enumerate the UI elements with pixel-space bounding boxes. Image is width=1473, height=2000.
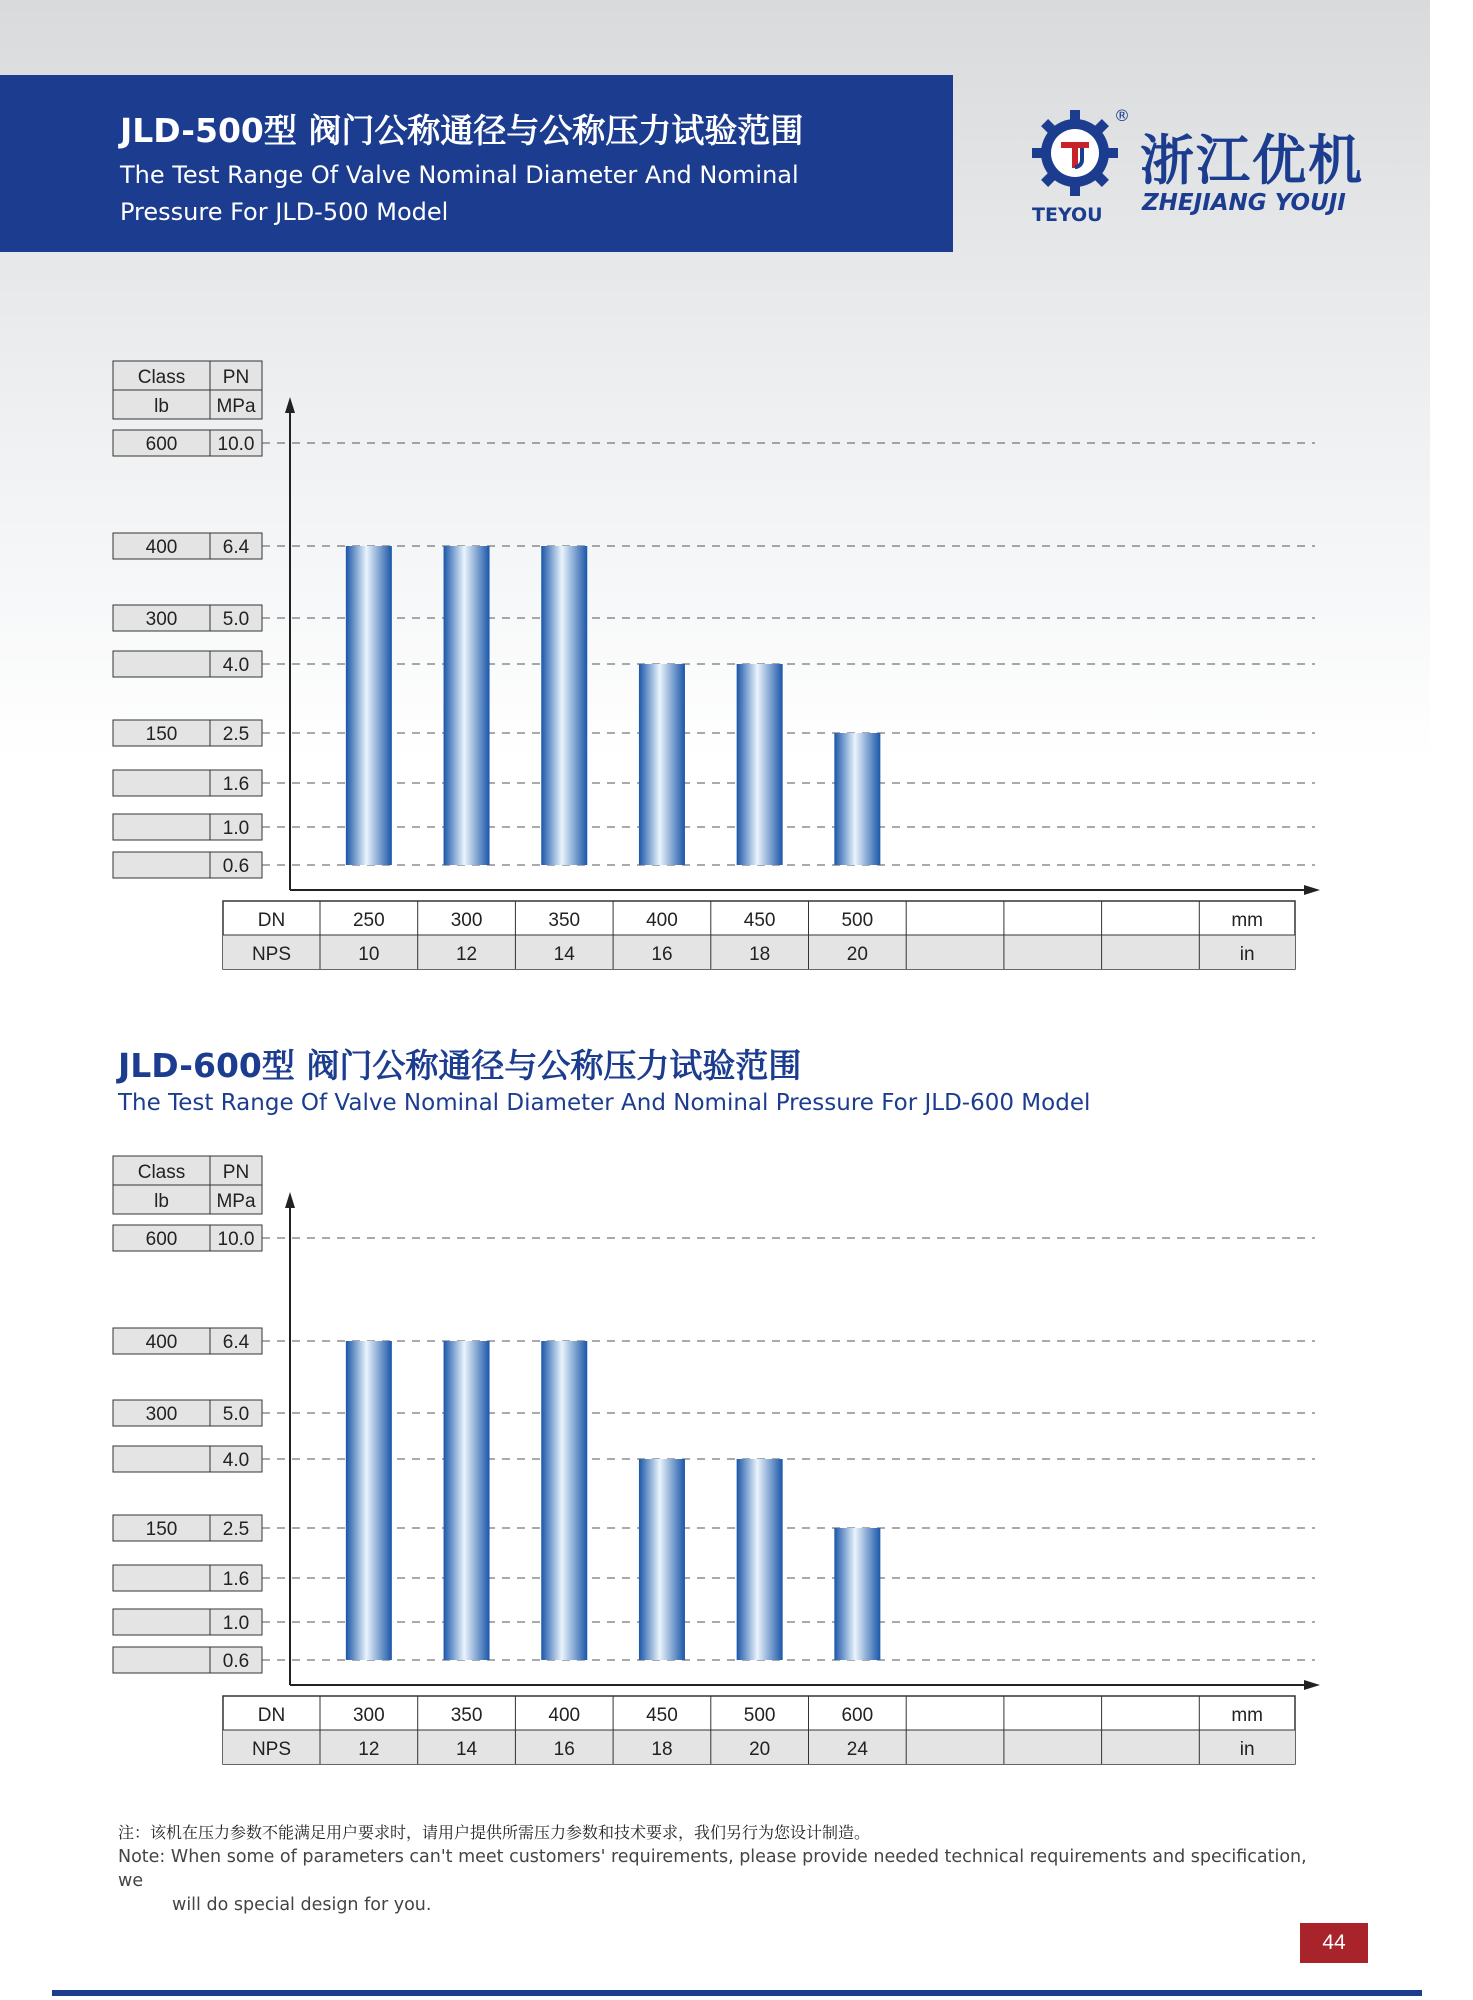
y-level-mpa-label: 2.5 <box>222 1519 250 1540</box>
x-tick-dn: 400 <box>548 1705 581 1726</box>
note-en-line1: Note: When some of parameters can't meet customers' requirements, please provide needed technical requirements and specification, we <box>118 1847 1307 1891</box>
y-level-mpa-label: 0.6 <box>222 1651 250 1672</box>
x-tick-nps: 10 <box>358 944 380 965</box>
bar <box>834 1528 880 1660</box>
y-level-mpa-label: 4.0 <box>222 655 250 676</box>
x-tick-nps: 14 <box>455 1739 478 1760</box>
x-tick-nps: 24 <box>846 1739 868 1760</box>
logo-brand: TEYOU <box>1032 204 1103 226</box>
logo-name-cn: 浙江优机 <box>1140 129 1364 192</box>
page-number: 44 <box>1300 1923 1368 1963</box>
y-level-mpa-label: 1.0 <box>222 818 250 839</box>
y-header-lb: lb <box>154 1191 169 1212</box>
y-level-mpa-label: 5.0 <box>222 609 250 630</box>
x-table-dn-label: DN <box>257 1705 286 1726</box>
y-level-mpa-label: 6.4 <box>222 537 250 558</box>
y-header-mpa: MPa <box>216 1191 256 1212</box>
page-title-en <box>120 157 840 231</box>
x-tick-dn: 350 <box>548 910 581 931</box>
x-tick-nps: 20 <box>846 944 868 965</box>
x-tick-dn: 450 <box>646 1705 678 1726</box>
y-header-class: Class <box>137 367 186 388</box>
x-tick-nps: 14 <box>553 944 575 965</box>
x-tick-dn: 500 <box>743 1705 776 1726</box>
page-title-en-line2: Pressure For JLD-500 Model <box>120 198 449 226</box>
bar <box>444 1341 490 1660</box>
y-axis-arrow <box>285 397 295 413</box>
y-level-mpa-label: 1.0 <box>222 1613 250 1634</box>
y-header-pn: PN <box>222 1162 250 1183</box>
y-header-pn: PN <box>222 367 250 388</box>
y-level-mpa-label: 10.0 <box>217 434 255 455</box>
x-tick-dn: 600 <box>841 1705 874 1726</box>
y-header-class: Class <box>137 1162 186 1183</box>
y-level-class-label: 600 <box>145 434 178 455</box>
header-banner <box>0 75 953 252</box>
y-level-mpa-label: 10.0 <box>217 1229 255 1250</box>
x-tick-nps: 18 <box>749 944 771 965</box>
footer-line <box>52 1990 1422 1996</box>
bar <box>737 1459 783 1660</box>
y-level-class-label: 400 <box>145 1332 178 1353</box>
bar <box>639 664 685 865</box>
x-tick-dn: 300 <box>352 1705 385 1726</box>
y-level-class-label: 150 <box>145 1519 178 1540</box>
x-table-nps-unit: in <box>1239 1739 1255 1760</box>
chart-jld-600 <box>0 1150 1473 1770</box>
bar <box>346 1341 392 1660</box>
y-level-class-label: 300 <box>145 1404 178 1425</box>
chart-jld-500 <box>0 355 1473 975</box>
x-tick-dn: 400 <box>646 910 678 931</box>
page-title-cn: JLD-500型 阀门公称通径与公称压力试验范围 <box>120 111 804 150</box>
bar <box>834 733 880 865</box>
y-level-mpa-label: 5.0 <box>222 1404 250 1425</box>
x-tick-nps: 18 <box>651 1739 673 1760</box>
section2-title-en: The Test Range Of Valve Nominal Diameter And Nominal Pressure For JLD-600 Model <box>118 1090 1091 1116</box>
y-level-mpa-label: 0.6 <box>222 856 250 877</box>
x-table-dn-label: DN <box>257 910 286 931</box>
y-level-mpa-label: 4.0 <box>222 1450 250 1471</box>
bar <box>541 1341 587 1660</box>
bar <box>639 1459 685 1660</box>
note-en-line2: will do special design for you. <box>172 1895 432 1915</box>
x-table-nps-unit: in <box>1239 944 1255 965</box>
y-level-class-label: 150 <box>145 724 178 745</box>
x-tick-nps: 12 <box>455 944 478 965</box>
y-level-class-label: 300 <box>145 609 178 630</box>
y-level-class-label: 400 <box>145 537 178 558</box>
y-level-class-label: 600 <box>145 1229 178 1250</box>
x-table-dn-unit: mm <box>1231 910 1263 931</box>
x-tick-nps: 16 <box>651 944 673 965</box>
x-table-nps-label: NPS <box>251 944 292 965</box>
x-tick-nps: 20 <box>749 1739 771 1760</box>
y-header-lb: lb <box>154 396 169 417</box>
x-axis-arrow <box>1304 1680 1320 1690</box>
section2-title-cn: JLD-600型 阀门公称通径与公称压力试验范围 <box>118 1046 802 1085</box>
note-cn: 注：该机在压力参数不能满足用户要求时，请用户提供所需压力参数和技术要求，我们另行为您设计制造。 <box>118 1823 871 1842</box>
x-tick-nps: 12 <box>358 1739 380 1760</box>
y-level-mpa-label: 6.4 <box>222 1332 250 1353</box>
logo-name-en: ZHEJIANG YOUJI <box>1142 190 1346 216</box>
y-header-mpa: MPa <box>216 396 256 417</box>
bar <box>541 546 587 865</box>
x-tick-dn: 250 <box>352 910 385 931</box>
x-table-nps-label: NPS <box>251 1739 292 1760</box>
page-title-en-line1: The Test Range Of Valve Nominal Diameter And Nominal <box>120 161 799 189</box>
bar <box>737 664 783 865</box>
x-tick-dn: 500 <box>841 910 874 931</box>
company-logo <box>1030 108 1370 233</box>
bar <box>346 546 392 865</box>
y-level-mpa-label: 1.6 <box>222 774 250 795</box>
bar <box>444 546 490 865</box>
y-level-mpa-label: 1.6 <box>222 1569 250 1590</box>
x-tick-dn: 300 <box>450 910 483 931</box>
x-tick-dn: 450 <box>743 910 776 931</box>
x-tick-dn: 350 <box>450 1705 483 1726</box>
note-en <box>118 1845 1318 1917</box>
x-tick-nps: 16 <box>553 1739 575 1760</box>
x-table-dn-unit: mm <box>1231 1705 1263 1726</box>
x-axis-arrow <box>1304 885 1320 895</box>
gear-logo-icon <box>1030 108 1120 198</box>
registered-mark: ® <box>1114 106 1130 125</box>
y-axis-arrow <box>285 1192 295 1208</box>
y-level-mpa-label: 2.5 <box>222 724 250 745</box>
